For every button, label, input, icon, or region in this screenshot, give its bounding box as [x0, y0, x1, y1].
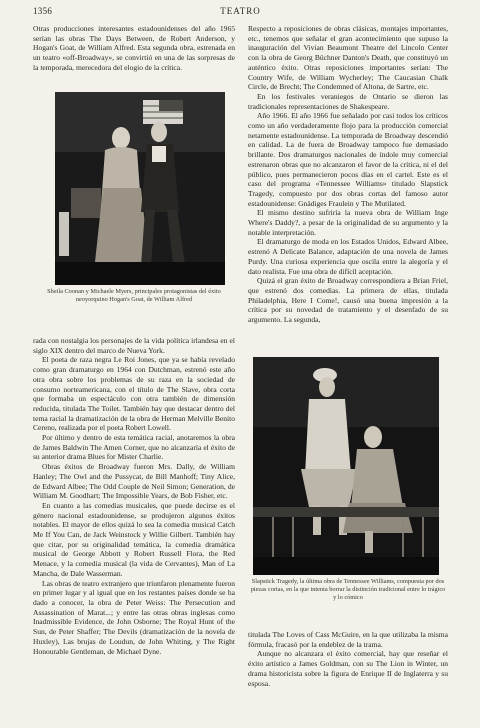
stage-photo-hogans-goat: [55, 92, 225, 285]
photo-caption-1: Sheila Coonan y Michaele Myers, principales protagonistas del éxito neoyorquino Hogan's Goat, de William Alfred: [47, 288, 221, 303]
left-column-bottom: [33, 336, 235, 718]
paragraph: titulada The Loves of Cass McGuire, en la que utilizaba la misma fórmula, fracasó por la endeblez de la trama.: [248, 630, 448, 649]
paragraph: El mismo destino sufriría la nueva obra de William Inge Where's Daddy?, a pesar de la originalidad de su argumento y la notable interpretación.: [248, 208, 448, 237]
paragraph: rada con nostalgia los personajes de la vida política irlandesa en el siglo XIX dentro del marco de Nueva York.: [33, 336, 235, 355]
paragraph: Quizá el gran éxito de Broadway correspondiera a Brian Friel, que estrenó dos comedias. La primera de ellas, titulada Philadelphia, Here I Come!, causó una buena impresión a la crítica por su novedad de tratamiento y el desenfado de su argumento. La segunda,: [248, 276, 448, 325]
left-column-top: [33, 24, 235, 90]
paragraph: Otras producciones interesantes estadounidenses del año 1965 serían las obras The Days Between, de Robert Anderson, y Hogan's Goat, de William Alfred. Esta segunda obra, estrenada en un teatro «off-Broadway», se convirtió en una de las sorpresas de la temporada, merecedora del elogio de la crítica.: [33, 24, 235, 72]
page-number: 1356: [33, 6, 53, 16]
paragraph: En cuanto a las comedias musicales, que puede decirse es el género nacional estadounidense, se produjeron algunos éxitos notables. El mayor de ellos quizá lo sea la comedia musical Catch Me If You Can, de Jack Weinstock y Willie Gilbert. También hay que citar, por su originalidad temática, la comedia dramática musical de George Abbott y Robert Russell Flora, the Red Menace, y la comedia musical (la vida de Cervantes), Man of La Mancha, de Dale Wasserman.: [33, 500, 235, 578]
paragraph: Obras éxitos de Broadway fueron Mrs. Dally, de William Hanley; The Owl and the Pussycat, de Bill Manhoff; Tiny Alice, de Edward Albee; The Odd Couple de Neil Simon; Generation, de William M. Goodhart; The Impossible Years, de Bob Fisher, etc.: [33, 462, 235, 501]
right-column-bottom: [248, 630, 448, 720]
right-column-top: [248, 24, 448, 350]
running-title: TEATRO: [220, 6, 261, 16]
paragraph: En los festivales veraniegos de Ontario se dieron las tradicionales representaciones de Shakespeare.: [248, 91, 448, 111]
stage-photo-slapstick-tragedy: [253, 357, 439, 575]
paragraph: Las obras de teatro extranjero que triunfaron plenamente fueron en primer lugar y al igual que en los restantes países donde se ha dado a conocer, la obra de Peter Weiss: The Persecution and Assassination of Marat...; y entre las otras obras inglesas como Inadmissible Evidence, de John Osborne; The Royal Hunt of the Sun, de Peter Shaffer; The Devils (dramatización de la novela de Huxley), Las brujas de Loudun, de John Whiting, y The Right Honourable Gentleman, de Michael Dyne.: [33, 578, 235, 656]
paragraph: Respecto a reposiciones de obras clásicas, montajes importantes, etc., tenemos que señalar el gran acontecimiento que supuso la inauguración del Vivian Beaumont Theatre del Lincoln Center con la obra de Georg Büchner Danton's Death, que constituyó un auténtico éxito. Otras reposiciones importantes serían: The Country Wife, de William Wycherley; The Caucasian Chalk Circle, de Brecht; The Condemned of Altona, de Sartre, etc.: [248, 24, 448, 92]
photo-caption-2: Slapstick Tragedy, la última obra de Tennessee Williams, compuesta por dos piezas cortas, en la que intenta borrar la distinción tradicional entre lo trágico y lo cómico: [250, 578, 446, 601]
paragraph: Aunque no alcanzara el éxito comercial, hay que reseñar el éxito artístico a James Goldman, con su The Lion in Winter, un drama historicista sobre la figura de Enrique II de Inglaterra y su esposa.: [248, 649, 448, 688]
paragraph: El dramaturgo de moda en los Estados Unidos, Edward Albee, estrenó A Delicate Balance, adaptación de una novela de James Purdy. Una curiosa experiencia que oscila entre la alegoría y el dato realista. Fue una obra de difícil aceptación.: [248, 237, 448, 276]
paragraph: Por último y dentro de esta temática racial, anotaremos la obra de James Baldwin The Amen Corner, que no alcanzaría el éxito de su anterior drama Blues for Mister Charlie.: [33, 433, 235, 462]
page-header: [33, 6, 448, 20]
paragraph: El poeta de raza negra Le Roi Jones, que ya se había revelado como gran dramaturgo en 1964 con Dutchman, estrenó este año otra obra sobre los problemas de su raza en la sociedad de consumo norteamericana, con el título de The Slave, obra corta que formaba un espectáculo con otra también de dimensión reducida, titulada The Toilet. También hay que destacar dentro del tema racial la dramatización de la obra de Herman Melville Benito Cereno, realizada por el poeta Robert Lowell.: [33, 355, 235, 433]
paragraph: Año 1966. El año 1966 fue señalado por casi todos los críticos como un año verdaderamente flojo para la producción comercial netamente estadounidense. La temporada de Broadway descendió en calidad. La de fuera de Broadway tampoco fue demasiado brillante. Dos dramaturgos nacionales de índole muy comercial estrenaron obras que no alcanzaron el favor de la crítica, ni el del público, pues permanecieron pocos días en el cartel. Este es el caso del programa «Tennessee Williams» titulado Slapstick Tragedy, compuesto por dos obras cortas del famoso autor estadounidense: Gnädiges Fraulein y The Mutilated.: [248, 111, 448, 208]
